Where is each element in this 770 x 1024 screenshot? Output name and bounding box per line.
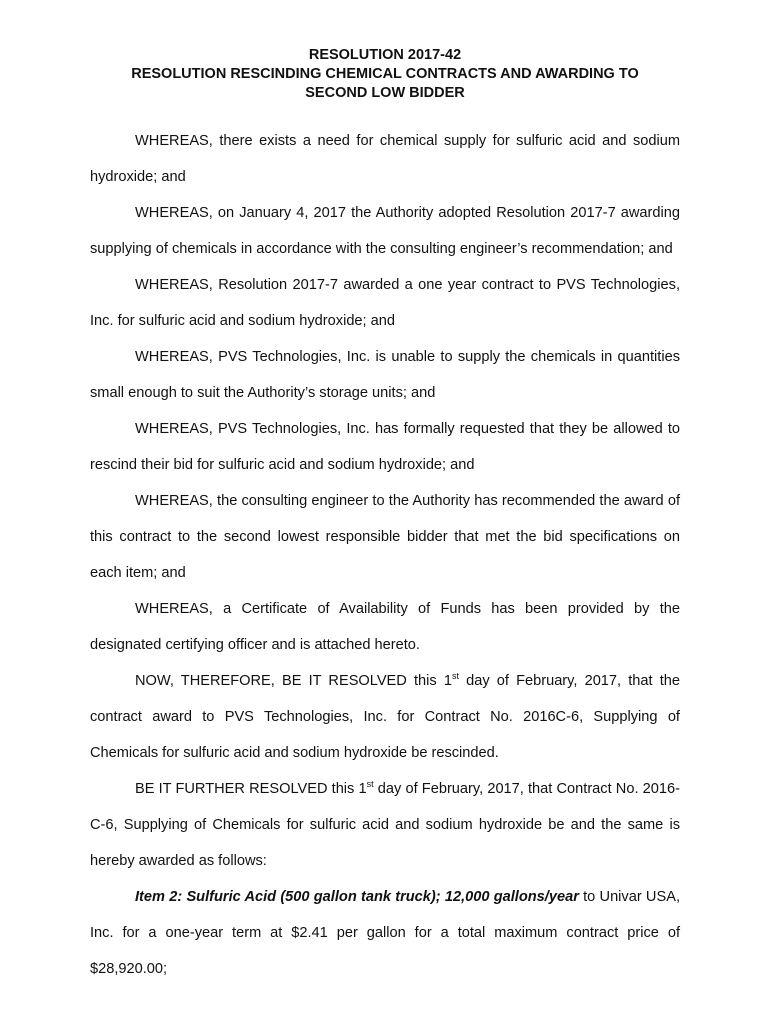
whereas-chemical-need: WHEREAS, there exists a need for chemical supply for sulfuric acid and sodium hydroxide; and [90,133,680,185]
whereas-contract-awarded: WHEREAS, Resolution 2017-7 awarded a one year contract to PVS Technologies, Inc. for sulfuric acid and sodium hydroxide; and [90,277,680,329]
resolution-title-line-2: SECOND LOW BIDDER [305,85,465,101]
resolution-heading [90,46,680,103]
resolved-rescind: NOW, THEREFORE, BE IT RESOLVED this 1st day of February, 2017, that the contract award to PVS Technologies, Inc. for Contract No. 2016C-6, Supplying of Chemicals for sulfuric acid and sodium hydroxide be rescinded. [90,671,680,761]
resolution-title-line-1: RESOLUTION RESCINDING CHEMICAL CONTRACTS AND AWARDING TO [131,66,639,82]
whereas-resolution-adopted: WHEREAS, on January 4, 2017 the Authority adopted Resolution 2017-7 awarding supplying of chemicals in accordance with the consulting engineer’s recommendation; and [90,205,680,257]
resolved-award: BE IT FURTHER RESOLVED this 1st day of February, 2017, that Contract No. 2016-C-6, Supplying of Chemicals for sulfuric acid and sodium hydroxide be and the same is hereby awarded as follows: [90,779,680,869]
whereas-unable-to-supply: WHEREAS, PVS Technologies, Inc. is unable to supply the chemicals in quantities small enough to suit the Authority’s storage units; and [90,349,680,401]
whereas-certificate-of-funds: WHEREAS, a Certificate of Availability of Funds has been provided by the designated certifying officer and is attached hereto. [90,601,680,653]
resolution-number: RESOLUTION 2017-42 [308,47,462,63]
item-2-label: Item 2: Sulfuric Acid (500 gallon tank truck); 12,000 gallons/year [135,889,579,905]
award-item-2: Item 2: Sulfuric Acid (500 gallon tank truck); 12,000 gallons/year to Univar USA, Inc. for a one-year term at $2.41 per gallon for a total maximum contract price of $28,920.00; [90,889,680,977]
whereas-engineer-recommendation: WHEREAS, the consulting engineer to the Authority has recommended the award of this contract to the second lowest responsible bidder that met the bid specifications on each item; and [90,493,680,581]
whereas-rescind-request: WHEREAS, PVS Technologies, Inc. has formally requested that they be allowed to rescind their bid for sulfuric acid and sodium hydroxide; and [90,421,680,473]
